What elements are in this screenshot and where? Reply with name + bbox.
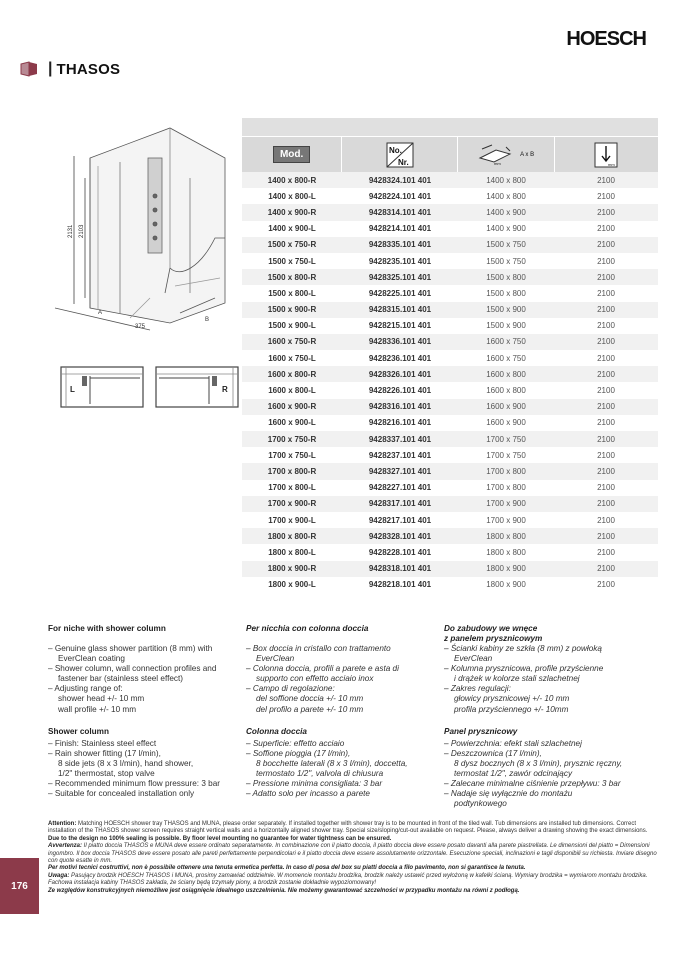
model-cell: 1800 x 800-L [268,547,316,557]
heading-en: For niche with shower column [48,624,166,633]
dimensions-icon [478,144,512,166]
note-pl-bold-text: Ze względów konstrukcyjnych niemożliwe jest osiągnięcie idealnego uszczelnienia. Nie możemy gwarantować szczelności w przypadku montażu na równi z podłogą. [48,887,520,894]
list-item: – Zalecane minimalne ciśnienie przepływu: 3 bar [444,779,621,789]
svg-text:No.: No. [388,145,402,155]
article-number-cell: 9428336.101 401 [368,337,432,347]
list-item: – Shower column, wall connection profiles and fastener bar (stainless steel effect) [48,664,217,684]
list-item: – Powierzchnia: efekt stali szlachetnej [444,738,582,748]
height-cell: 2100 [597,240,615,250]
header-number [342,137,458,172]
dimensions-cell: 1800 x 900 [486,564,526,574]
dimensions-cell: 1400 x 900 [486,224,526,234]
height-cell: 2100 [597,466,615,476]
column-english [48,624,246,809]
heading-pl: Do zabudowy we wnęce z panelem prysznicowym [444,624,543,643]
height-cell: 2100 [597,191,615,201]
article-number-cell: 9428217.101 401 [368,515,432,525]
table-header [242,136,658,172]
dimensions-cell: 1500 x 750 [486,240,526,250]
dimensions-cell: 1400 x 800 [486,175,526,185]
dim-width-label: 375 [135,324,146,330]
height-cell: 2100 [597,483,615,493]
note-it-label: Avvertenza: [48,843,83,850]
article-number-cell: 9428228.101 401 [368,547,432,557]
list-item: – Pressione minima consigliata: 3 bar [246,779,383,789]
article-number-cell: 9428315.101 401 [368,305,432,315]
column-polish [444,624,642,809]
product-table [242,118,658,593]
dimensions-cell: 1400 x 800 [486,191,526,201]
article-number-cell: 9428317.101 401 [368,499,432,509]
list-item: – Nadaje się wyłącznie do montażu podtynkowego [444,789,573,809]
article-number-cell: 9428237.101 401 [368,450,432,460]
list-it [246,644,444,715]
header-dimensions [458,137,554,172]
dimensions-cell: 1700 x 800 [486,483,526,493]
title-separator: | [48,60,53,77]
plan-left-label: L [70,385,75,394]
list-item: – Ścianki kabiny ze szkła (8 mm) z powłoką EverClean [444,644,602,664]
plan-right-icon [155,366,239,408]
table-row [242,204,658,220]
table-row [242,350,658,366]
model-cell: 1600 x 750-R [267,337,317,347]
list-item: – Soffione pioggia (17 l/min), 8 bocchette laterali (8 x 3 l/min), doccetta, termostato 1/2", valvola di chiusura [246,748,408,778]
table-row [242,366,658,382]
table-row [242,431,658,447]
model-cell: 1500 x 750-L [268,256,316,266]
list-item: – Adjusting range of: shower head +/- 10 mm wall profile +/- 10 mm [48,684,145,714]
note-it [48,843,660,865]
dimensions-cell: 1700 x 800 [486,466,526,476]
model-cell: 1600 x 800-L [268,386,316,396]
height-unit: mm [608,161,616,167]
list-item: – Superficie: effetto acciaio [246,738,345,748]
dim-height-2-label: 2103 [79,224,85,238]
table-row [242,561,658,577]
page-number: 176 [0,858,39,914]
article-number-cell: 9428216.101 401 [368,418,432,428]
height-cell: 2100 [597,580,615,590]
table-row [242,285,658,301]
dimensions-header-label: A x B [520,151,535,158]
note-en-text: Matching HOESCH shower tray THASOS and MUNA, please order separately. If installed together with shower tray is to be mounted in front of the tiled wall. Tub dimensions are installed tub dimensions. Correct installation of the THASOS shower screen requires straight vertical walls and a horizontally aligned shower tray. Special size/sloping/cut-out available on request. Please, always deliver a drawing showing the exact dimensions. [48,821,648,835]
model-cell: 1700 x 900-R [267,499,317,509]
note-en-label: Attention: [48,821,77,827]
height-cell: 2100 [597,321,615,331]
height-cell: 2100 [597,224,615,234]
note-it-text: Il piatto doccia THASOS e MUNA deve essere ordinato separatamente. In combinazione con il piatto doccia, il piatto doccia deve essere posato davanti alla parete piastrellata. Le dimensioni del piatto = Dimensioni ingombro. Il box doccia THASOS deve essere posato alle pareti perfettamente perpendicolari e il piatto doccia deve essere assolutamente orizzontale. Esecuzione speciali, inclinazioni e tagli disponibili su richiesta. Inviare disegno con quote esatte in mm. [48,843,657,865]
table-row [242,415,658,431]
height-cell: 2100 [597,369,615,379]
note-pl [48,873,660,888]
height-cell: 2100 [597,450,615,460]
model-cell: 1400 x 900-R [267,207,317,217]
svg-text:Nr.: Nr. [397,157,409,167]
list-item: – Genuine glass shower partition (8 mm) with EverClean coating [48,644,213,664]
height-cell: 2100 [597,547,615,557]
model-cell: 1700 x 900-L [268,515,316,525]
dimensions-cell: 1800 x 800 [486,531,526,541]
list2-en [48,739,246,800]
height-cell: 2100 [597,337,615,347]
note-en-bold [48,836,660,843]
model-cell: 1500 x 900-R [267,305,317,315]
dimensions-cell: 1600 x 750 [486,353,526,363]
list-item: – Deszczownica (17 l/min), 8 dysz bocznych (8 x 3 l/min), prysznic ręczny, termostat 1/2", zawór odcinający [444,748,623,778]
list-item: – Campo di regolazione: del soffione doccia +/- 10 mm del profilo a parete +/- 10 mm [246,684,364,714]
article-number-cell: 9428328.101 401 [368,531,432,541]
dimensions-unit: mm [494,160,501,166]
note-pl-text: Pasujący brodzik HOESCH THASOS i MUNA, prosimy zamawiać oddzielnie. W momencie montażu brodzika, brodzik należy ustawić przed wyłożoną w kafelki ścianą. Wymiary brodzika = wymiarom montażu brodzika. Fachowa instalacja kabiny THASOS zakłada, że ściany będą trzymały piony, a brodzik zostanie dokładnie wypoziomowany! [48,872,648,887]
list-en [48,644,246,715]
list-item: – Zakres regulacji: głowicy prysznicowej +/- 10 mm profila przyściennego +/- 10mm [444,684,570,714]
article-number-cell: 9428214.101 401 [368,224,432,234]
list-item: – Suitable for concealed installation only [48,789,195,799]
article-number-cell: 9428316.101 401 [368,402,432,412]
shower-drawing [40,118,240,333]
model-cell: 1800 x 900-L [268,580,316,590]
dimensions-cell: 1500 x 800 [486,288,526,298]
table-row [242,544,658,560]
height-cell: 2100 [597,256,615,266]
model-cell: 1500 x 900-L [268,321,316,331]
model-cell: 1700 x 750-L [268,450,316,460]
list-item: – Finish: Stainless steel effect [48,738,157,748]
article-number-cell: 9428314.101 401 [368,207,432,217]
header-model [242,137,342,172]
height-cell: 2100 [597,288,615,298]
model-cell: 1400 x 900-L [268,224,316,234]
dimensions-cell: 1700 x 750 [486,434,526,444]
heading2-it: Colonna doccia [246,726,307,736]
table-top-band [242,118,658,136]
note-pl-bold [48,888,660,895]
article-number-cell: 9428236.101 401 [368,353,432,363]
height-cell: 2100 [597,386,615,396]
height-cell: 2100 [597,175,615,185]
table-row [242,253,658,269]
table-row [242,577,658,593]
article-number-cell: 9428326.101 401 [368,369,432,379]
height-cell: 2100 [597,402,615,412]
height-cell: 2100 [597,515,615,525]
height-icon [594,142,618,168]
model-cell: 1500 x 750-R [267,240,317,250]
list-item: – Colonna doccia, profili a parete e asta di supporto con effetto acciaio inox [246,664,399,684]
heading2-pl: Panel prysznicowy [444,726,518,736]
dim-height-1-label: 2131 [68,224,74,238]
height-cell: 2100 [597,272,615,282]
height-cell: 2100 [597,418,615,428]
dimensions-cell: 1500 x 750 [486,256,526,266]
dimensions-cell: 1700 x 750 [486,450,526,460]
table-row [242,334,658,350]
table-row [242,172,658,188]
list-item: – Rain shower fitting (17 l/min), 8 side jets (8 x 3 l/min), hand shower, 1/2" thermostat, stop valve [48,748,194,778]
list-item: – Kolumna prysznicowa, profile przyścienne i drążek w kolorze stali szlachetnej [444,664,604,684]
height-cell: 2100 [597,564,615,574]
article-number-cell: 9428324.101 401 [368,175,432,185]
model-cell: 1700 x 800-L [268,483,316,493]
table-row [242,447,658,463]
brand-logo: HOESCH [566,28,646,50]
page-title: THASOS [56,60,121,78]
article-number-cell: 9428318.101 401 [368,564,432,574]
plan-left-icon [60,366,144,408]
notes [48,821,660,895]
table-row [242,188,658,204]
table-row [242,480,658,496]
article-number-cell: 9428235.101 401 [368,256,432,266]
dimensions-cell: 1600 x 750 [486,337,526,347]
table-row [242,528,658,544]
dimensions-cell: 1600 x 800 [486,369,526,379]
table-row [242,382,658,398]
book-icon [20,61,38,77]
article-number-cell: 9428325.101 401 [368,272,432,282]
table-row [242,399,658,415]
model-cell: 1400 x 800-R [267,175,317,185]
plan-right-label: R [222,385,228,394]
table-row [242,496,658,512]
dimensions-cell: 1500 x 900 [486,305,526,315]
model-cell: 1600 x 900-R [267,402,317,412]
table-row [242,463,658,479]
model-cell: 1600 x 800-R [267,369,317,379]
list2-pl [444,739,642,810]
height-cell: 2100 [597,434,615,444]
heading-it: Per nicchia con colonna doccia [246,624,369,633]
table-body [242,172,658,593]
article-number-cell: 9428337.101 401 [368,434,432,444]
dimensions-cell: 1600 x 900 [486,402,526,412]
dimensions-cell: 1800 x 800 [486,547,526,557]
dimensions-cell: 1800 x 900 [486,580,526,590]
heading2-en: Shower column [48,726,109,736]
number-header-icon [386,142,414,168]
header-height [555,137,658,172]
model-header-label: Mod. [273,146,310,163]
article-number-cell: 9428218.101 401 [368,580,432,590]
model-cell: 1600 x 900-L [268,418,316,428]
note-pl-label: Uwaga: [48,872,70,879]
dimensions-cell: 1700 x 900 [486,515,526,525]
table-row [242,221,658,237]
label-a: A [98,310,103,316]
note-en-bold-text: Due to the design no 100% sealing is possible. By floor level mounting no guarantee for water tightness can be ensured. [48,835,392,842]
table-row [242,237,658,253]
list-item: – Recommended minimum flow pressure: 3 bar [48,779,221,789]
dimensions-cell: 1600 x 900 [486,418,526,428]
article-number-cell: 9428327.101 401 [368,466,432,476]
height-cell: 2100 [597,207,615,217]
height-cell: 2100 [597,531,615,541]
page-title-row [20,60,120,78]
dimensions-cell: 1600 x 800 [486,386,526,396]
model-cell: 1500 x 800-R [267,272,317,282]
list2-it [246,739,444,800]
list-item: – Box doccia in cristallo con trattamento EverClean [246,644,391,664]
column-italian [246,624,444,809]
dimensions-cell: 1700 x 900 [486,499,526,509]
article-number-cell: 9428227.101 401 [368,483,432,493]
model-cell: 1500 x 800-L [268,288,316,298]
article-number-cell: 9428224.101 401 [368,191,432,201]
height-cell: 2100 [597,305,615,315]
list-pl [444,644,642,715]
model-cell: 1600 x 750-L [268,353,316,363]
table-row [242,302,658,318]
list-item: – Adatto solo per incasso a parete [246,789,370,799]
height-cell: 2100 [597,499,615,509]
model-cell: 1400 x 800-L [268,191,316,201]
note-it-bold-text: Per motivi tecnici costruttivi, non è possibile ottenere una tenuta ermetica perfetta. In caso di posa del box su piatti doccia a filo pavimento, non si garantisce la tenuta. [48,865,526,872]
table-row [242,269,658,285]
dimensions-cell: 1500 x 800 [486,272,526,282]
model-cell: 1700 x 750-R [267,434,317,444]
article-number-cell: 9428225.101 401 [368,288,432,298]
description-columns [48,624,658,809]
dimensions-cell: 1400 x 900 [486,207,526,217]
note-en [48,821,660,836]
height-cell: 2100 [597,353,615,363]
dimensions-cell: 1500 x 900 [486,321,526,331]
article-number-cell: 9428335.101 401 [368,240,432,250]
article-number-cell: 9428215.101 401 [368,321,432,331]
label-b: B [205,317,210,323]
table-row [242,318,658,334]
article-number-cell: 9428226.101 401 [368,386,432,396]
model-cell: 1800 x 800-R [267,531,317,541]
note-it-bold [48,865,660,872]
table-row [242,512,658,528]
model-cell: 1700 x 800-R [267,466,317,476]
model-cell: 1800 x 900-R [267,564,317,574]
